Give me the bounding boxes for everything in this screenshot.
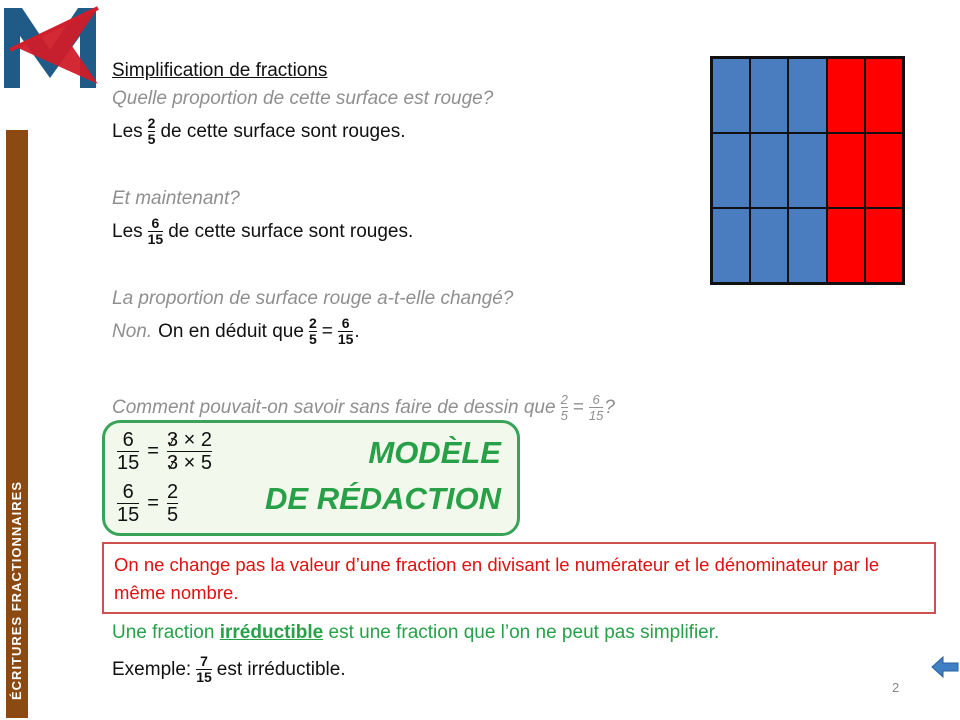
factor: × 2: [183, 429, 212, 451]
fraction-denominator: [167, 452, 212, 474]
equals-sign: =: [572, 396, 584, 418]
grid-cell-blue: [788, 208, 826, 283]
grid-cell-red: [827, 58, 865, 133]
grid-cell-red: [827, 208, 865, 283]
fraction-numerator: 2: [308, 315, 317, 331]
grid-cell-blue: [712, 133, 750, 208]
answer-3: [112, 316, 360, 347]
answer-1: [112, 116, 405, 147]
model-title-line-1: MODÈLE: [368, 435, 501, 470]
answer-2: [112, 216, 413, 247]
grid-cell-blue: [750, 133, 788, 208]
definition: [112, 622, 719, 644]
fraction-denominator: 5: [560, 408, 568, 423]
grid-cell-blue: [712, 208, 750, 283]
fraction-2-5: [167, 481, 178, 526]
grid-cell-red: [827, 133, 865, 208]
fraction-numerator: 6: [122, 481, 134, 503]
fraction-numerator: 2: [147, 115, 156, 131]
grid-cell-blue: [750, 58, 788, 133]
fraction-denominator: 15: [147, 231, 164, 247]
answer-1-prefix: Les: [112, 120, 143, 142]
model-box: [102, 420, 520, 536]
fraction-numerator: 2: [560, 392, 568, 407]
fraction-denominator: 5: [166, 504, 179, 526]
question-2: Et maintenant?: [112, 188, 240, 209]
model-equation-1: [113, 429, 216, 474]
fraction-numerator: 7: [200, 653, 208, 669]
equals-sign: =: [147, 492, 159, 514]
page-title: Simplification de fractions: [112, 60, 328, 81]
example: [112, 654, 346, 685]
chapter-label: ÉCRITURES FRACTIONNAIRES: [9, 480, 24, 700]
equals-sign: =: [321, 320, 333, 342]
fraction-7-15: [196, 654, 212, 685]
fraction-numerator: 2: [166, 481, 179, 503]
grid-cell-blue: [712, 58, 750, 133]
answer-2-prefix: Les: [112, 220, 143, 242]
answer-non: Non.: [112, 320, 153, 342]
cancelled-factor: 3: [166, 452, 179, 474]
fraction-numerator: [167, 429, 212, 451]
question-mark: ?: [604, 396, 615, 418]
fraction-6-15: [148, 216, 164, 247]
period: .: [354, 320, 360, 342]
back-arrow-icon[interactable]: [930, 654, 960, 680]
fraction-numerator: 6: [341, 315, 350, 331]
fraction-denominator: 15: [196, 669, 212, 685]
example-suffix: est irréductible.: [216, 658, 346, 680]
grid-cell-blue: [788, 58, 826, 133]
fraction-6-15: [117, 481, 139, 526]
fraction-2-5: [148, 116, 156, 147]
answer-3-text: On en déduit que: [158, 320, 304, 342]
logo-m-icon: [0, 0, 100, 96]
definition-suffix: est une fraction que l’on ne peut pas simplifier.: [328, 622, 720, 643]
question-1: Quelle proportion de cette surface est rouge?: [112, 88, 494, 109]
answer-1-suffix: de cette surface sont rouges.: [160, 120, 406, 142]
model-equation-2: [113, 481, 182, 526]
fraction-denominator: 5: [308, 331, 317, 347]
equals-sign: =: [147, 440, 159, 462]
definition-prefix: Une fraction: [112, 622, 215, 643]
fraction-denominator: 15: [117, 504, 140, 526]
fraction-expanded: [167, 429, 212, 474]
fraction-grid: [710, 56, 905, 285]
cancelled-factor: 3: [166, 429, 179, 451]
fraction-denominator: 15: [117, 452, 140, 474]
fraction-numerator: 6: [592, 392, 600, 407]
definition-term: irréductible: [219, 622, 324, 643]
grid-cell-red: [865, 133, 903, 208]
question-4: [112, 392, 615, 423]
fraction-numerator: 6: [122, 429, 134, 451]
factor: × 5: [183, 452, 212, 474]
fraction-6-15: [117, 429, 139, 474]
grid-cell-red: [865, 208, 903, 283]
fraction-denominator: 5: [147, 131, 156, 147]
fraction-numerator: 6: [151, 215, 160, 231]
fraction-denominator: 15: [337, 331, 354, 347]
grid-cell-blue: [750, 208, 788, 283]
answer-2-suffix: de cette surface sont rouges.: [168, 220, 414, 242]
fraction-6-15: [589, 392, 603, 423]
grid-cell-red: [865, 58, 903, 133]
example-label: Exemple:: [112, 658, 192, 680]
fraction-6-15: [338, 316, 354, 347]
fraction-denominator: 15: [588, 408, 604, 423]
fraction-2-5: [561, 392, 568, 423]
question-3: La proportion de surface rouge a-t-elle changé?: [112, 288, 514, 309]
question-4-text: Comment pouvait-on savoir sans faire de dessin que: [112, 396, 556, 418]
grid-cell-blue: [788, 133, 826, 208]
rule-box: On ne change pas la valeur d’une fraction en divisant le numérateur et le dénominateur par le même nombre.: [102, 542, 936, 614]
page-number: 2: [892, 680, 900, 695]
fraction-2-5: [309, 316, 317, 347]
model-title-line-2: DE RÉDACTION: [265, 481, 501, 516]
